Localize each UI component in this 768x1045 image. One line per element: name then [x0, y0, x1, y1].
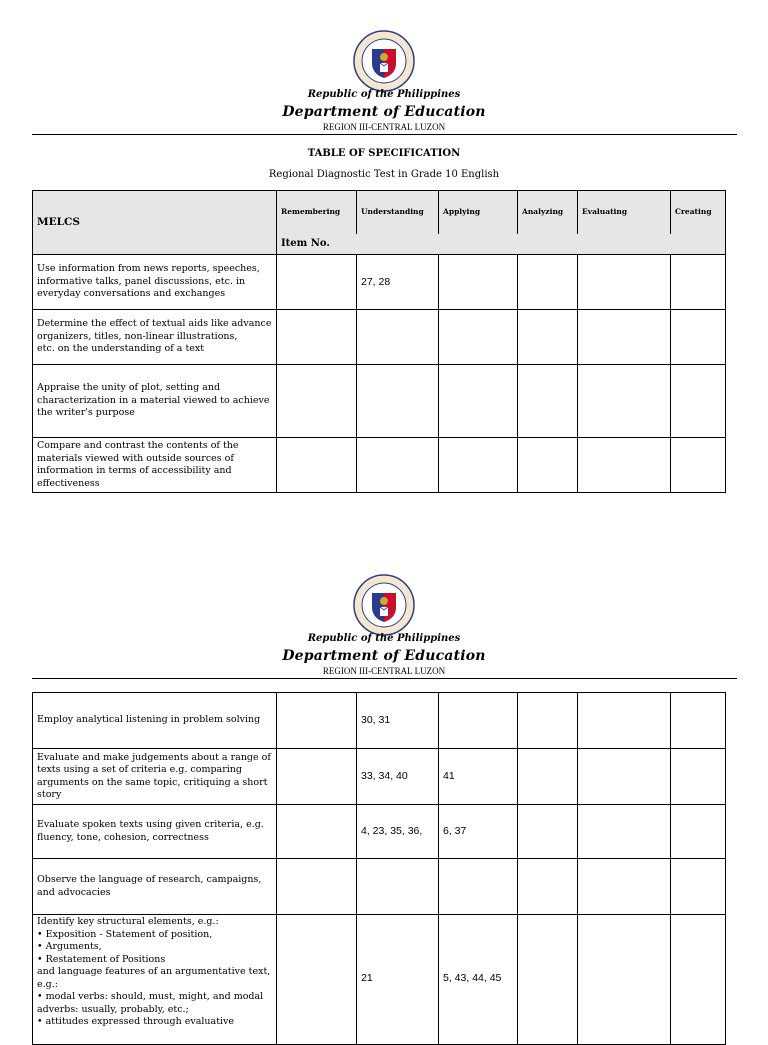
header-divider: [32, 678, 737, 679]
evaluating-items: [578, 915, 671, 1045]
applying-items: 5, 43, 44, 45: [439, 915, 518, 1045]
document-title: TABLE OF SPECIFICATION: [307, 148, 461, 159]
applying-items: [439, 310, 518, 365]
level-creating: Creating: [671, 191, 726, 234]
melc-cell: [33, 365, 277, 438]
table-row: [33, 805, 726, 859]
creating-items: [671, 805, 726, 859]
evaluating-items: [578, 749, 671, 805]
applying-items: [439, 365, 518, 438]
evaluating-items: [578, 310, 671, 365]
deped-seal: [353, 30, 415, 92]
melc-cell: [33, 749, 277, 805]
melcs-header: MELCS: [37, 215, 80, 228]
evaluating-items: [578, 859, 671, 915]
understanding-items: [357, 438, 439, 493]
analyzing-items: [518, 859, 578, 915]
document-subtitle: Regional Diagnostic Test in Grade 10 English: [268, 169, 500, 180]
evaluating-items: [578, 693, 671, 749]
understanding-items: [357, 365, 439, 438]
evaluating-items: [578, 438, 671, 493]
remembering-items: [277, 749, 357, 805]
melc-text: Use information from news reports, speeches, informative talks, panel discussions, etc. in everyday conversations and exchanges: [37, 263, 260, 300]
specification-table: [32, 190, 726, 493]
creating-items: [671, 365, 726, 438]
item-no-header-cell: [277, 234, 726, 255]
understanding-items: [357, 859, 439, 915]
table-row: [33, 365, 726, 438]
level-remembering: Remembering: [277, 191, 357, 234]
level-understanding: Understanding: [357, 191, 439, 234]
table-row: [33, 310, 726, 365]
applying-items: [439, 255, 518, 310]
department-title: Department of Education: [282, 648, 486, 664]
understanding-items: 21: [357, 915, 439, 1045]
analyzing-items: [518, 915, 578, 1045]
melc-cell: [33, 310, 277, 365]
analyzing-items: [518, 749, 578, 805]
melc-text: Compare and contrast the contents of the materials viewed with outside sources of information in terms of accessibility and effectiveness: [37, 440, 239, 489]
analyzing-items: [518, 438, 578, 493]
level-evaluating: Evaluating: [578, 191, 671, 234]
evaluating-items: [578, 805, 671, 859]
melc-text: Identify key structural elements, e.g.: • Exposition - Statement of position, • Arguments, • Restatement of Positions and language features of an argumentative text, e.g.: • modal verbs: should, must, might, and modal adverbs: usually, probably, etc.; • attitudes expressed through evaluative: [37, 916, 271, 1027]
creating-items: [671, 255, 726, 310]
melc-cell: [33, 805, 277, 859]
republic-text: Republic of the Philippines: [307, 89, 461, 100]
applying-items: 41: [439, 749, 518, 805]
remembering-items: [277, 859, 357, 915]
table-row: [33, 749, 726, 805]
melc-text: Evaluate and make judgements about a range of texts using a set of criteria e.g. comparing arguments on the same topic, critiquing a short story: [37, 751, 271, 800]
creating-items: [671, 859, 726, 915]
understanding-items: 27, 28: [357, 255, 439, 310]
melc-text: Employ analytical listening in problem solving: [37, 714, 261, 726]
melc-cell: [33, 255, 277, 310]
creating-items: [671, 915, 726, 1045]
melc-text: Appraise the unity of plot, setting and characterization in a material viewed to achieve the writer's purpose: [37, 382, 270, 419]
creating-items: [671, 310, 726, 365]
republic-text: Republic of the Philippines: [307, 633, 461, 644]
remembering-items: [277, 693, 357, 749]
level-applying: Applying: [439, 191, 518, 234]
remembering-items: [277, 365, 357, 438]
applying-items: 6, 37: [439, 805, 518, 859]
understanding-items: 30, 31: [357, 693, 439, 749]
melc-cell: [33, 859, 277, 915]
table-row: [33, 438, 726, 493]
analyzing-items: [518, 365, 578, 438]
level-analyzing: Analyzing: [518, 191, 578, 234]
table-row: [33, 859, 726, 915]
specification-table-continued: [32, 692, 726, 1045]
region-text: REGION III-CENTRAL LUZON: [322, 666, 446, 676]
analyzing-items: [518, 310, 578, 365]
applying-items: [439, 859, 518, 915]
region-text: REGION III-CENTRAL LUZON: [322, 122, 446, 132]
remembering-items: [277, 438, 357, 493]
melc-text: Observe the language of research, campaigns, and advocacies: [37, 874, 262, 898]
applying-items: [439, 438, 518, 493]
remembering-items: [277, 255, 357, 310]
deped-seal: [353, 574, 415, 636]
item-no-header: Item No.: [281, 237, 330, 249]
understanding-items: 4, 23, 35, 36,: [357, 805, 439, 859]
melc-text: Evaluate spoken texts using given criteria, e.g. fluency, tone, cohesion, correctness: [37, 819, 264, 843]
melc-cell: [33, 438, 277, 493]
melc-cell: [33, 693, 277, 749]
melcs-header-cell: [33, 191, 277, 255]
understanding-items: 33, 34, 40: [357, 749, 439, 805]
understanding-items: [357, 310, 439, 365]
analyzing-items: [518, 805, 578, 859]
creating-items: [671, 438, 726, 493]
table-row: [33, 255, 726, 310]
melc-cell: [33, 915, 277, 1045]
department-title: Department of Education: [282, 104, 486, 120]
remembering-items: [277, 805, 357, 859]
creating-items: [671, 749, 726, 805]
applying-items: [439, 693, 518, 749]
table-row: [33, 915, 726, 1045]
remembering-items: [277, 310, 357, 365]
creating-items: [671, 693, 726, 749]
table-row: [33, 693, 726, 749]
melc-text: Determine the effect of textual aids like advance organizers, titles, non-linear illustrations, etc. on the understanding of a text: [37, 318, 272, 355]
header-divider: [32, 134, 737, 135]
remembering-items: [277, 915, 357, 1045]
analyzing-items: [518, 255, 578, 310]
evaluating-items: [578, 365, 671, 438]
evaluating-items: [578, 255, 671, 310]
analyzing-items: [518, 693, 578, 749]
